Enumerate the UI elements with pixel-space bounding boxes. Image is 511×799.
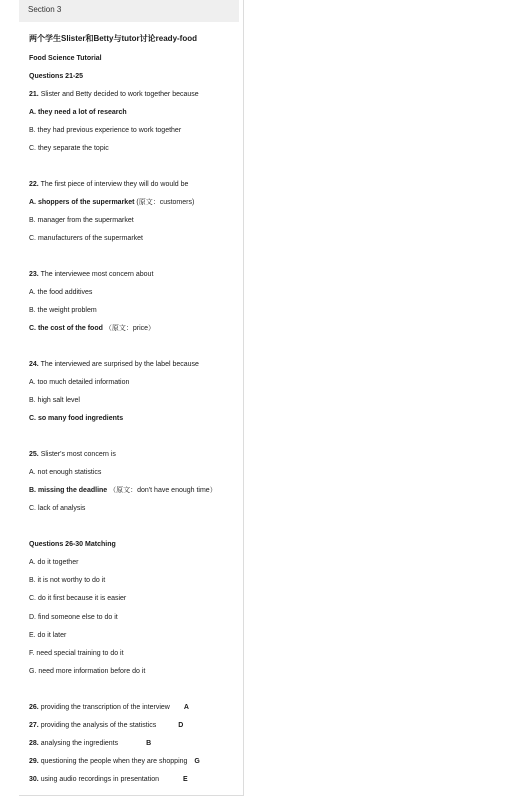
matching-option: G. need more information before do it [29, 668, 146, 675]
section-header [19, 0, 239, 22]
matching-option: F. need special training to do it [29, 650, 124, 657]
question-25: 25. Slister's most concern is [29, 451, 116, 458]
q21-option-b: B. they had previous experience to work together [29, 127, 182, 134]
answer-27: D [178, 722, 184, 729]
matching-item-27: 27. providing the analysis of the statistics D [29, 722, 184, 729]
matching-option: A. do it together [29, 559, 79, 566]
answer-26: A [183, 704, 189, 711]
q22-option-a: A. shoppers of the supermarket (原文：customers) [29, 199, 195, 206]
matching-item-29: 29. questioning the people when they are shopping G [29, 758, 200, 765]
question-22: 22. The first piece of interview they will do would be [29, 181, 189, 188]
q25-option-b: B. missing the deadline （原文：don't have enough time） [29, 487, 217, 494]
matching-option: B. it is not worthy to do it [29, 577, 106, 584]
q24-option-c: C. so many food ingredients [29, 415, 124, 422]
answer-30: E [183, 776, 188, 783]
question-21: 21. Slister and Betty decided to work together because [29, 91, 199, 98]
matching-option: D. find someone else to do it [29, 614, 118, 621]
matching-option: E. do it later [29, 632, 67, 639]
matching-item-26: 26. providing the transcription of the interview A [29, 704, 189, 711]
q23-option-a: A. the food additives [29, 289, 93, 296]
q24-option-b: B. high salt level [29, 397, 80, 404]
group2-heading: Questions 26-30 Matching [29, 541, 116, 548]
q21-option-c: C. they separate the topic [29, 145, 109, 152]
q24-option-a: A. too much detailed information [29, 379, 130, 386]
q23-option-b: B. the weight problem [29, 307, 97, 314]
matching-option: C. do it first because it is easier [29, 595, 127, 602]
section-label: Section 3 [28, 5, 62, 14]
page-title: 两个学生Slister和Betty与tutor讨论ready-food [29, 34, 198, 43]
question-24: 24. The interviewed are surprised by the label because [29, 361, 199, 368]
group1-heading: Questions 21-25 [29, 73, 84, 80]
question-23: 23. The interviewee most concern about [29, 271, 154, 278]
q22-option-c: C. manufacturers of the supermarket [29, 235, 143, 242]
q21-option-a: A. they need a lot of research [29, 109, 127, 116]
q22-option-b: B. manager from the supermarket [29, 217, 134, 224]
subtitle: Food Science Tutorial [29, 55, 102, 62]
q25-option-a: A. not enough statistics [29, 469, 102, 476]
q23-option-c: C. the cost of the food （原文：price） [29, 325, 156, 332]
matching-item-28: 28. analysing the ingredients B [29, 740, 152, 747]
answer-28: B [146, 740, 152, 747]
matching-item-30: 30. using audio recordings in presentation E [29, 776, 188, 783]
answer-29: G [194, 758, 200, 765]
q25-option-c: C. lack of analysis [29, 505, 86, 512]
